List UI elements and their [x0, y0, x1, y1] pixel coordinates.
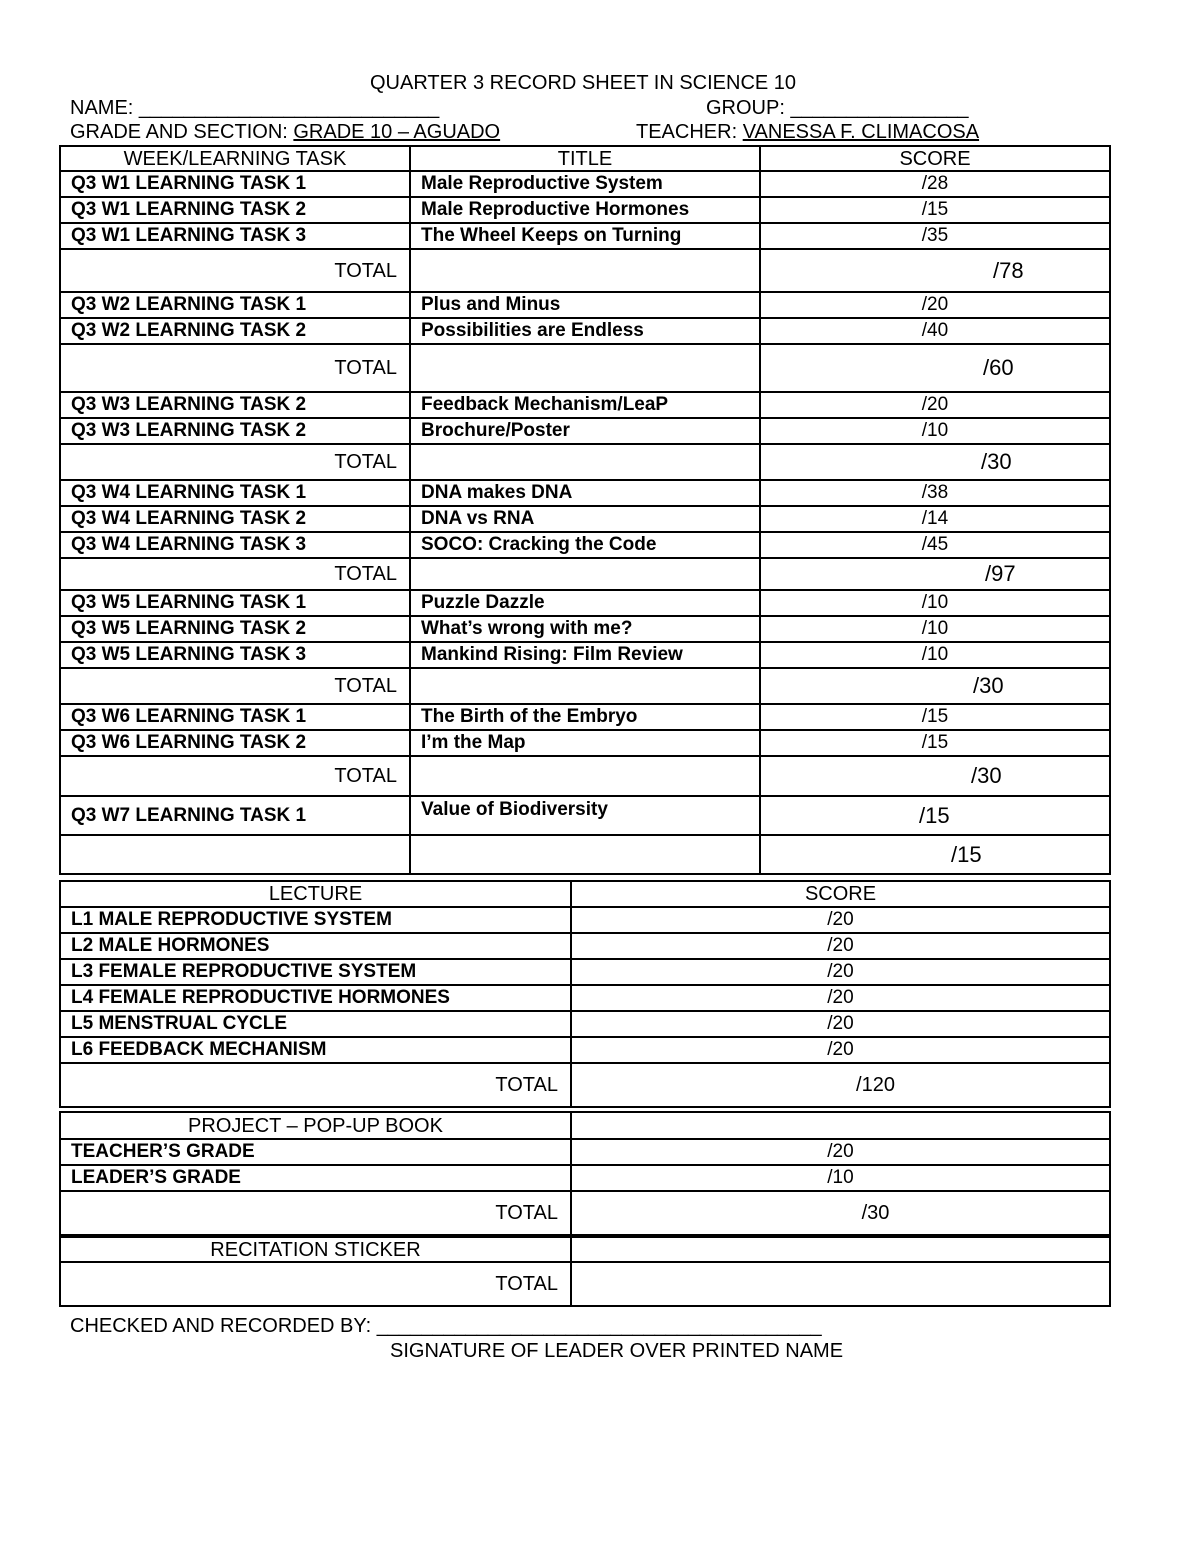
header-recitation: RECITATION STICKER: [60, 1237, 571, 1262]
score-cell: /38: [760, 480, 1110, 506]
total-score: /30: [760, 668, 1110, 704]
group-blank: ________________: [790, 97, 969, 119]
task-cell: Q3 W2 LEARNING TASK 2: [60, 318, 410, 344]
task-cell: Q3 W3 LEARNING TASK 2: [60, 418, 410, 444]
total-row: [60, 558, 1110, 590]
score-cell: /20: [760, 292, 1110, 318]
table-row: [60, 506, 1110, 532]
table-row: [60, 1037, 1110, 1063]
name-line: [70, 96, 439, 120]
total-title-cell: [410, 249, 760, 292]
lecture-table: [59, 880, 1111, 1108]
header-week-task: WEEK/LEARNING TASK: [60, 146, 410, 171]
table-row: [60, 730, 1110, 756]
title-cell: Brochure/Poster: [410, 418, 760, 444]
task-cell: Q3 W6 LEARNING TASK 1: [60, 704, 410, 730]
task-cell: Q3 W4 LEARNING TASK 1: [60, 480, 410, 506]
total-row: [60, 444, 1110, 480]
total-title-cell: [410, 344, 760, 392]
table-row: [60, 959, 1110, 985]
lecture-cell: L2 MALE HORMONES: [60, 933, 571, 959]
total-score: /30: [760, 756, 1110, 796]
total-score: /78: [760, 249, 1110, 292]
total-row: [60, 1191, 1110, 1235]
task-cell: Q3 W4 LEARNING TASK 3: [60, 532, 410, 558]
total-row: [60, 344, 1110, 392]
table-row: [60, 532, 1110, 558]
total-title-cell: [410, 558, 760, 590]
title-cell: Possibilities are Endless: [410, 318, 760, 344]
task-cell: Q3 W5 LEARNING TASK 2: [60, 616, 410, 642]
total-title-cell: [410, 835, 760, 874]
table-row: [60, 1011, 1110, 1037]
task-cell: Q3 W1 LEARNING TASK 1: [60, 171, 410, 197]
table-row: [60, 985, 1110, 1011]
table-row: [60, 1165, 1110, 1191]
score-cell: /20: [571, 933, 1110, 959]
table-header-row: [60, 1112, 1110, 1139]
grade-value: GRADE 10 – AGUADO: [293, 121, 501, 143]
lecture-cell: L1 MALE REPRODUCTIVE SYSTEM: [60, 907, 571, 933]
signature-caption: SIGNATURE OF LEADER OVER PRINTED NAME: [390, 1340, 844, 1362]
teacher-label: TEACHER:: [636, 121, 738, 143]
table-row: [60, 392, 1110, 418]
header-empty: [571, 1112, 1110, 1139]
table-row: [60, 642, 1110, 668]
score-cell: /15: [760, 730, 1110, 756]
title-cell: DNA makes DNA: [410, 480, 760, 506]
group-line: [706, 96, 968, 120]
total-score: /60: [760, 344, 1110, 392]
table-row: [60, 616, 1110, 642]
total-label: TOTAL: [60, 444, 410, 480]
total-label: TOTAL: [60, 756, 410, 796]
grade-cell: TEACHER’S GRADE: [60, 1139, 571, 1165]
table-row: [60, 318, 1110, 344]
total-label: TOTAL: [60, 1191, 571, 1235]
total-score: /97: [760, 558, 1110, 590]
lecture-cell: L4 FEMALE REPRODUCTIVE HORMONES: [60, 985, 571, 1011]
teacher-line: [636, 120, 979, 144]
checked-label: CHECKED AND RECORDED BY:: [70, 1315, 372, 1337]
recitation-table: [59, 1236, 1111, 1307]
score-cell: /20: [571, 1139, 1110, 1165]
total-label: TOTAL: [60, 249, 410, 292]
header-score: SCORE: [571, 881, 1110, 907]
lecture-cell: L6 FEEDBACK MECHANISM: [60, 1037, 571, 1063]
total-row: [60, 249, 1110, 292]
lecture-cell: L5 MENSTRUAL CYCLE: [60, 1011, 571, 1037]
score-cell: /15: [760, 704, 1110, 730]
score-cell: /15: [760, 796, 1110, 835]
title-cell: Male Reproductive Hormones: [410, 197, 760, 223]
table-row: [60, 197, 1110, 223]
total-title-cell: [410, 668, 760, 704]
grade-cell: LEADER’S GRADE: [60, 1165, 571, 1191]
task-cell: Q3 W5 LEARNING TASK 1: [60, 590, 410, 616]
table-row: [60, 1139, 1110, 1165]
score-cell: /20: [571, 1011, 1110, 1037]
table-row: [60, 418, 1110, 444]
name-blank: ___________________________: [138, 97, 440, 119]
task-cell: Q3 W6 LEARNING TASK 2: [60, 730, 410, 756]
project-table: [59, 1111, 1111, 1236]
grade-label: GRADE AND SECTION:: [70, 121, 288, 143]
task-cell: Q3 W1 LEARNING TASK 3: [60, 223, 410, 249]
total-score: /15: [760, 835, 1110, 874]
table-row: [60, 171, 1110, 197]
table-row: [60, 704, 1110, 730]
score-cell: /20: [571, 985, 1110, 1011]
title-cell: Feedback Mechanism/LeaP: [410, 392, 760, 418]
score-cell: /20: [571, 907, 1110, 933]
title-cell: DNA vs RNA: [410, 506, 760, 532]
total-label: [60, 835, 410, 874]
total-row: [60, 1063, 1110, 1107]
total-label: TOTAL: [60, 1063, 571, 1107]
grade-section-line: [70, 120, 500, 144]
table-row: [60, 590, 1110, 616]
task-cell: Q3 W2 LEARNING TASK 1: [60, 292, 410, 318]
title-cell: Male Reproductive System: [410, 171, 760, 197]
score-cell: /14: [760, 506, 1110, 532]
task-cell: Q3 W4 LEARNING TASK 2: [60, 506, 410, 532]
title-cell: Value of Biodiversity: [410, 796, 760, 835]
checked-blank: ________________________________________: [376, 1315, 822, 1337]
header-score: SCORE: [760, 146, 1110, 171]
teacher-value: VANESSA F. CLIMACOSA: [742, 121, 980, 143]
table-header-row: [60, 146, 1110, 171]
total-row: [60, 668, 1110, 704]
table-row: [60, 223, 1110, 249]
table-row: [60, 933, 1110, 959]
total-row: [60, 1262, 1110, 1306]
score-cell: /20: [571, 959, 1110, 985]
title-cell: Puzzle Dazzle: [410, 590, 760, 616]
table-row: [60, 907, 1110, 933]
title-cell: Plus and Minus: [410, 292, 760, 318]
title-cell: Mankind Rising: Film Review: [410, 642, 760, 668]
table-header-row: [60, 881, 1110, 907]
score-cell: /10: [571, 1165, 1110, 1191]
total-score: /120: [571, 1063, 1110, 1107]
lecture-cell: L3 FEMALE REPRODUCTIVE SYSTEM: [60, 959, 571, 985]
total-score: /30: [571, 1191, 1110, 1235]
name-label: NAME:: [70, 97, 134, 119]
header-project: PROJECT – POP-UP BOOK: [60, 1112, 571, 1139]
checked-line: [70, 1314, 822, 1338]
score-cell: /10: [760, 616, 1110, 642]
total-row: [60, 835, 1110, 874]
table-header-row: [60, 1237, 1110, 1262]
total-title-cell: [410, 756, 760, 796]
title-cell: The Wheel Keeps on Turning: [410, 223, 760, 249]
score-cell: /28: [760, 171, 1110, 197]
title-cell: SOCO: Cracking the Code: [410, 532, 760, 558]
score-cell: /20: [760, 392, 1110, 418]
task-cell: Q3 W7 LEARNING TASK 1: [60, 796, 410, 835]
score-cell: /35: [760, 223, 1110, 249]
total-score: [571, 1262, 1110, 1306]
title-cell: I’m the Map: [410, 730, 760, 756]
score-cell: /20: [571, 1037, 1110, 1063]
total-label: TOTAL: [60, 558, 410, 590]
total-label: TOTAL: [60, 668, 410, 704]
group-label: GROUP:: [706, 97, 785, 119]
total-label: TOTAL: [60, 1262, 571, 1306]
score-cell: /40: [760, 318, 1110, 344]
total-score: /30: [760, 444, 1110, 480]
total-title-cell: [410, 444, 760, 480]
total-row: [60, 756, 1110, 796]
score-cell: /10: [760, 418, 1110, 444]
table-row: [60, 796, 1110, 835]
title-cell: What’s wrong with me?: [410, 616, 760, 642]
task-cell: Q3 W1 LEARNING TASK 2: [60, 197, 410, 223]
total-label: TOTAL: [60, 344, 410, 392]
page-title: QUARTER 3 RECORD SHEET IN SCIENCE 10: [370, 72, 797, 94]
table-row: [60, 480, 1110, 506]
task-cell: Q3 W3 LEARNING TASK 2: [60, 392, 410, 418]
header-empty: [571, 1237, 1110, 1262]
score-cell: /15: [760, 197, 1110, 223]
header-title: TITLE: [410, 146, 760, 171]
header-lecture: LECTURE: [60, 881, 571, 907]
learning-task-table: [59, 145, 1111, 875]
score-cell: /10: [760, 642, 1110, 668]
score-cell: /45: [760, 532, 1110, 558]
score-cell: /10: [760, 590, 1110, 616]
task-cell: Q3 W5 LEARNING TASK 3: [60, 642, 410, 668]
title-cell: The Birth of the Embryo: [410, 704, 760, 730]
table-row: [60, 292, 1110, 318]
